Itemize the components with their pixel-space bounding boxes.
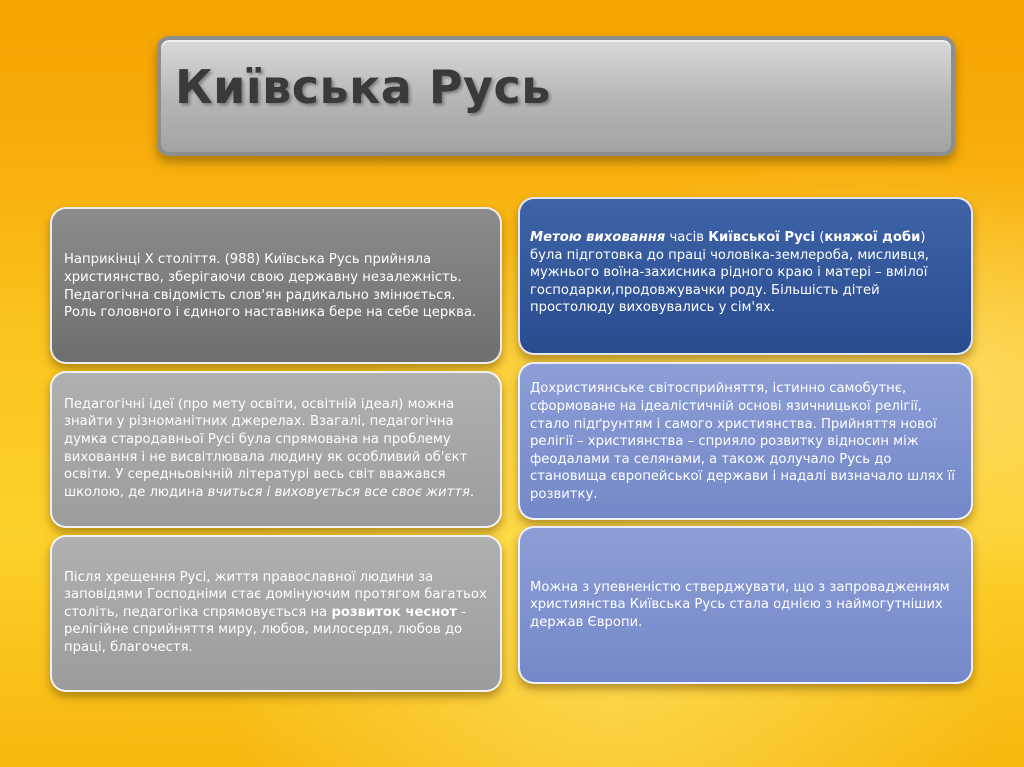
emphasis-text: розвиток чеснот <box>331 604 458 620</box>
info-text: часів <box>665 230 709 246</box>
info-box-text <box>62 251 490 321</box>
info-text: Дохристиянське світосприйняття, істинно самобутнє, сформоване на ідеалістичній основі язичницької релігії, стало підґрунтям і самого християнства. Прийняття нової релігії – християнства – сприяло розвитку відносин між феодалами та селянами, а також долучало Русь до становища європейської держави і надалі визначало шлях її розвитку. <box>530 381 955 502</box>
info-box-pedagogical-ideas <box>50 371 502 528</box>
info-text: ( <box>815 230 825 246</box>
info-box-after-baptism <box>50 535 502 692</box>
info-text: Педагогічні ідеї (про мету освіти, освітній ідеал) можна знайти у різноманітних джерелах. Взагалі, педагогічна думка стародавньої Русі була спрямована на проблему виховання і не висвітлювала людину як особливий об'єкт освіти. У середньовічній літературі весь світ вважався школою, де людина <box>64 396 468 500</box>
info-box-pre-christian-worldview <box>518 362 973 520</box>
info-box-text <box>62 569 490 657</box>
emphasis-text: Київської Русі <box>708 230 815 246</box>
info-box-text <box>530 229 961 317</box>
info-box-upbringing-goal <box>518 197 973 355</box>
info-text: Після хрещення Русі, життя православної людини за заповідями Господніми стає домінуючим протягом багатьох століть, педагогіка спрямовується на <box>64 569 487 620</box>
info-text: - релігійне сприйняття миру, любов, милосердя, любов до праці, благочестя. <box>64 604 467 655</box>
emphasis-text: Метою виховання <box>530 230 666 246</box>
info-box-text <box>62 396 490 502</box>
info-box-text <box>530 380 961 503</box>
title-banner <box>157 36 955 156</box>
info-text: Наприкінці X століття. (988) Київська Русь прийняла християнство, зберігаючи свою державну незалежність. Педагогічна свідомість слов'ян радикально змінюється. Роль головного і єдиного наставника бере на себе церква. <box>64 252 477 321</box>
page-title: Київська Русь <box>175 60 551 114</box>
info-box-christianization <box>50 207 502 364</box>
info-text: Можна з упевненістю стверджувати, що з запровадженням християнства Київська Русь стала однією з наймогутніших держав Європи. <box>530 579 950 630</box>
info-box-text <box>530 579 961 632</box>
emphasis-text: княжої доби <box>824 230 921 246</box>
info-text: ) була підготовка до праці чоловіка-землероба, мисливця, мужнього воїна-захисника рідного краю і матері – вмілої господарки,продовжувачки роду. Більшість дітей простолюду виховувались у сім'ях. <box>530 230 929 316</box>
info-box-conclusion <box>518 526 973 684</box>
emphasis-text: вчиться і виховується все своє життя <box>207 484 470 500</box>
info-text: . <box>469 484 475 500</box>
